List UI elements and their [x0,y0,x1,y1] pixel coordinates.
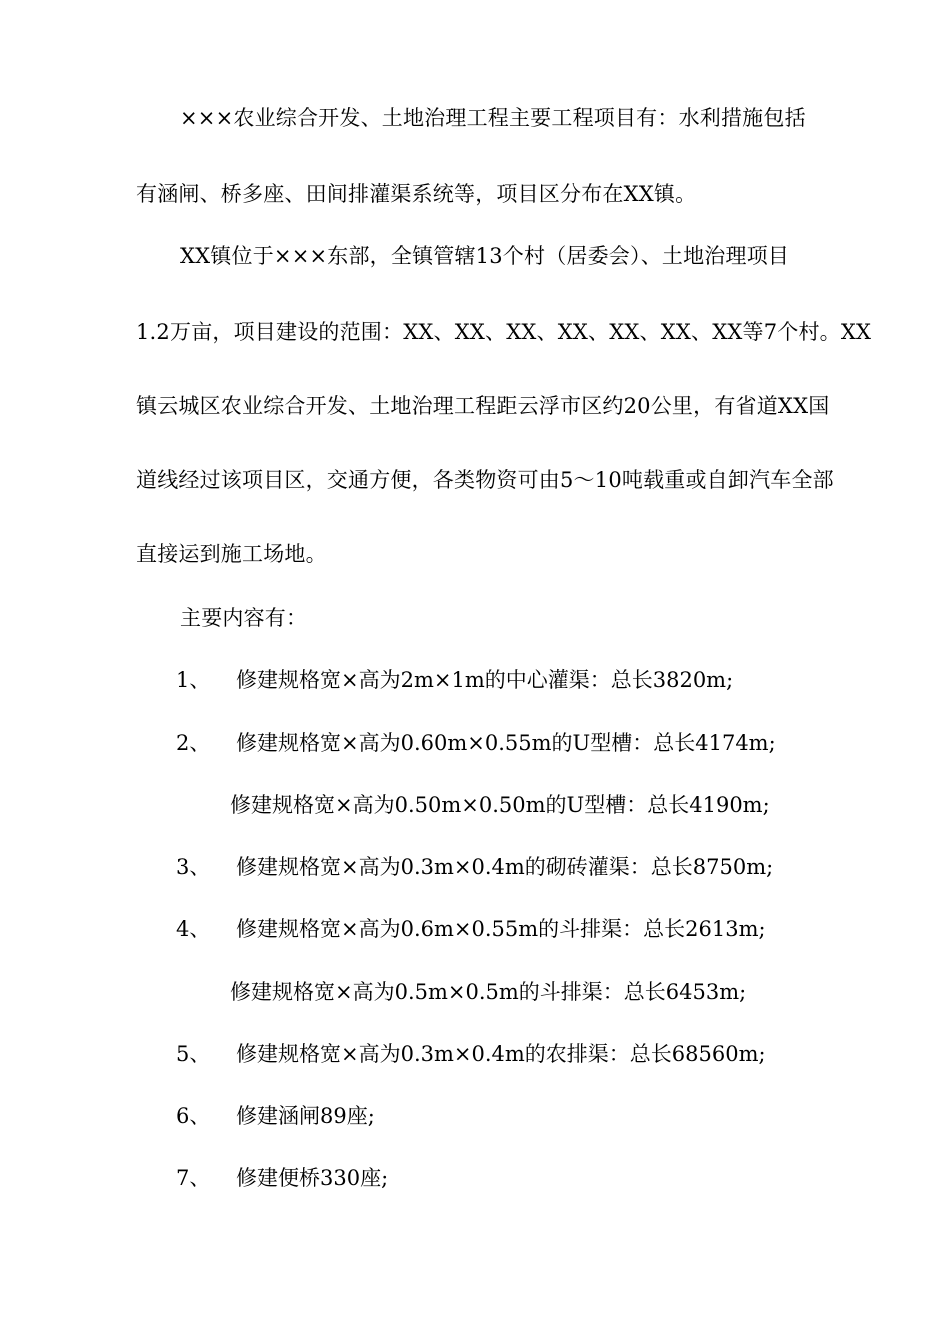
list-item-text: 修建规格宽×高为0.6m×0.55m的斗排渠：总长2613m; [236,917,766,941]
list-item-text: 修建规格宽×高为0.5m×0.5m的斗排渠：总长6453m; [230,980,747,1004]
paragraph-2-line-3: 镇云城区农业综合开发、土地治理工程距云浮市区约20公里，有省道XX国 [136,394,830,418]
paragraph-1-line-1: ×××农业综合开发、土地治理工程主要工程项目有：水利措施包括 [180,106,806,130]
list-item-text: 修建便桥330座; [236,1166,389,1190]
list-item-text: 修建规格宽×高为2m×1m的中心灌渠：总长3820m; [236,668,734,692]
list-item-number: 4、 [176,917,211,941]
list-item-text: 修建规格宽×高为0.50m×0.50m的U型槽：总长4190m; [230,793,770,817]
list-item-text: 修建规格宽×高为0.60m×0.55m的U型槽：总长4174m; [236,731,776,755]
paragraph-1-line-2: 有涵闸、桥多座、田间排灌渠系统等，项目区分布在XX镇。 [136,182,697,206]
paragraph-2-line-5: 直接运到施工场地。 [136,542,327,566]
list-item-number: 5、 [176,1042,211,1066]
list-item-number: 2、 [176,731,211,755]
paragraph-2-line-1: XX镇位于×××东部，全镇管辖13个村（居委会）、土地治理项目 [180,244,790,268]
list-item-text: 修建涵闸89座; [236,1104,375,1128]
paragraph-2-line-2: 1.2万亩，项目建设的范围：XX、XX、XX、XX、XX、XX、XX等7个村。XX [136,320,872,344]
list-item-number: 6、 [176,1104,211,1128]
list-item-number: 7、 [176,1166,211,1190]
list-item-text: 修建规格宽×高为0.3m×0.4m的农排渠：总长68560m; [236,1042,766,1066]
list-item-number: 1、 [176,668,211,692]
list-item-text: 修建规格宽×高为0.3m×0.4m的砌砖灌渠：总长8750m; [236,855,774,879]
list-item-number: 3、 [176,855,211,879]
section-heading: 主要内容有： [180,606,308,630]
paragraph-2-line-4: 道线经过该项目区，交通方便，各类物资可由5～10吨载重或自卸汽车全部 [136,468,834,492]
